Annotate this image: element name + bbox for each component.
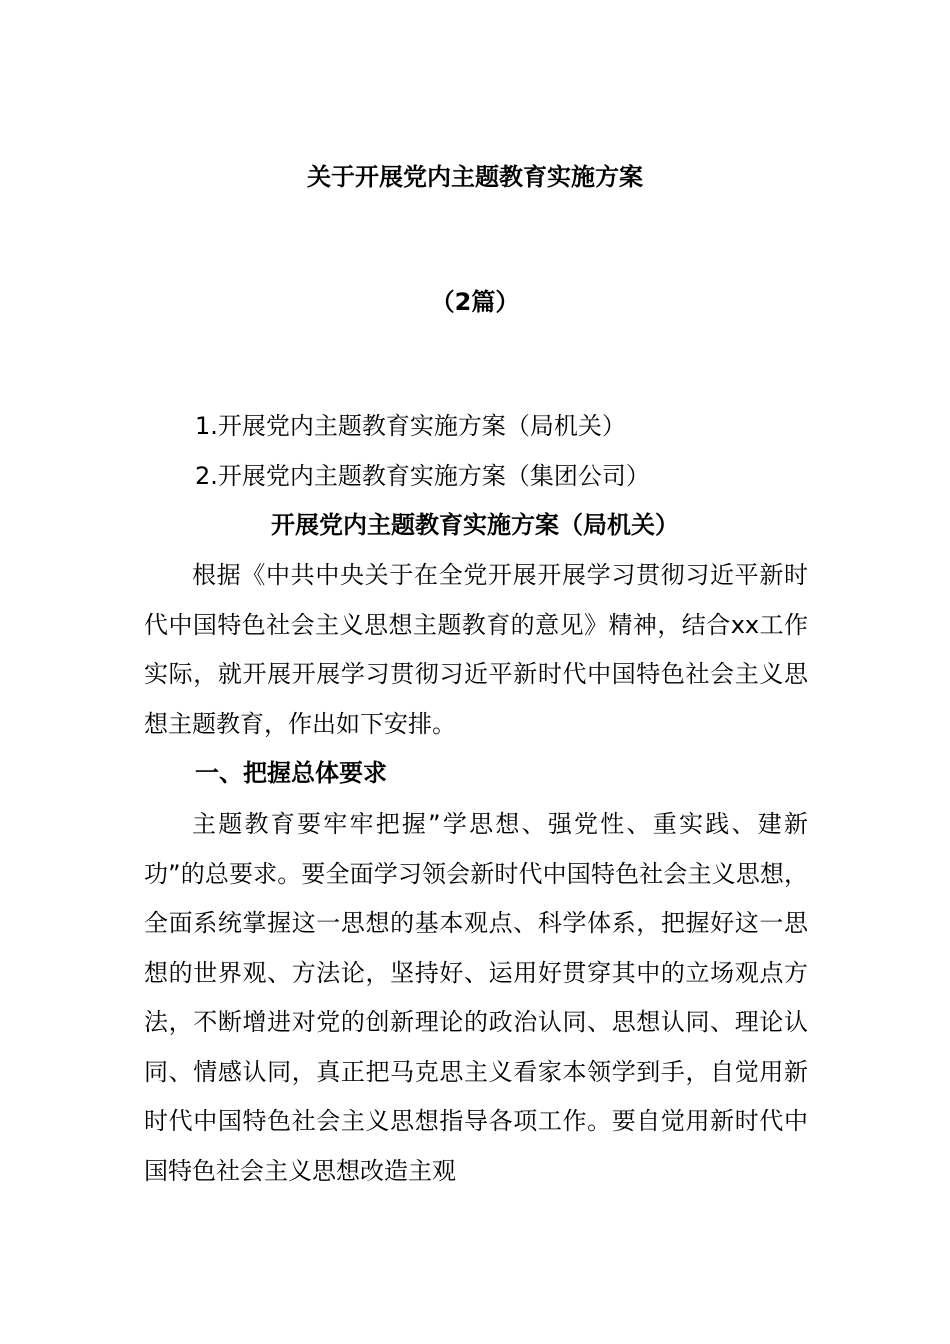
toc-item: 2.开展党内主题教育实施方案（集团公司） — [195, 462, 650, 490]
body-paragraph: 根据《中共中央关于在全党开展开展学习贯彻习近平新时代中国特色社会主义思想主题教育的意见》精神，结合xx工作实际，就开展开展学习贯彻习近平新时代中国特色社会主义思想主题教育，作出如下安排。 — [144, 561, 808, 738]
section-title: 开展党内主题教育实施方案（局机关） — [271, 511, 679, 539]
document-main-title: 关于开展党内主题教育实施方案 — [307, 163, 643, 191]
document-sub-title: （2篇） — [430, 288, 520, 316]
section-heading: 一、把握总体要求 — [195, 759, 387, 787]
body-paragraph: 主题教育要牢牢把握”学思想、强党性、重实践、建新功”的总要求。要全面学习领会新时代中国特色社会主义思想，全面系统掌握这一思想的基本观点、科学体系，把握好这一思想的世界观、方法论，坚持好、运用好贯穿其中的立场观点方法，不断增进对党的创新理论的政治认同、思想认同、理论认同、情感认同，真正把马克思主义看家本领学到手，自觉用新时代中国特色社会主义思想指导各项工作。要自觉用新时代中国特色社会主义思想改造主观 — [144, 810, 808, 1185]
toc-item: 1.开展党内主题教育实施方案（局机关） — [195, 412, 626, 440]
